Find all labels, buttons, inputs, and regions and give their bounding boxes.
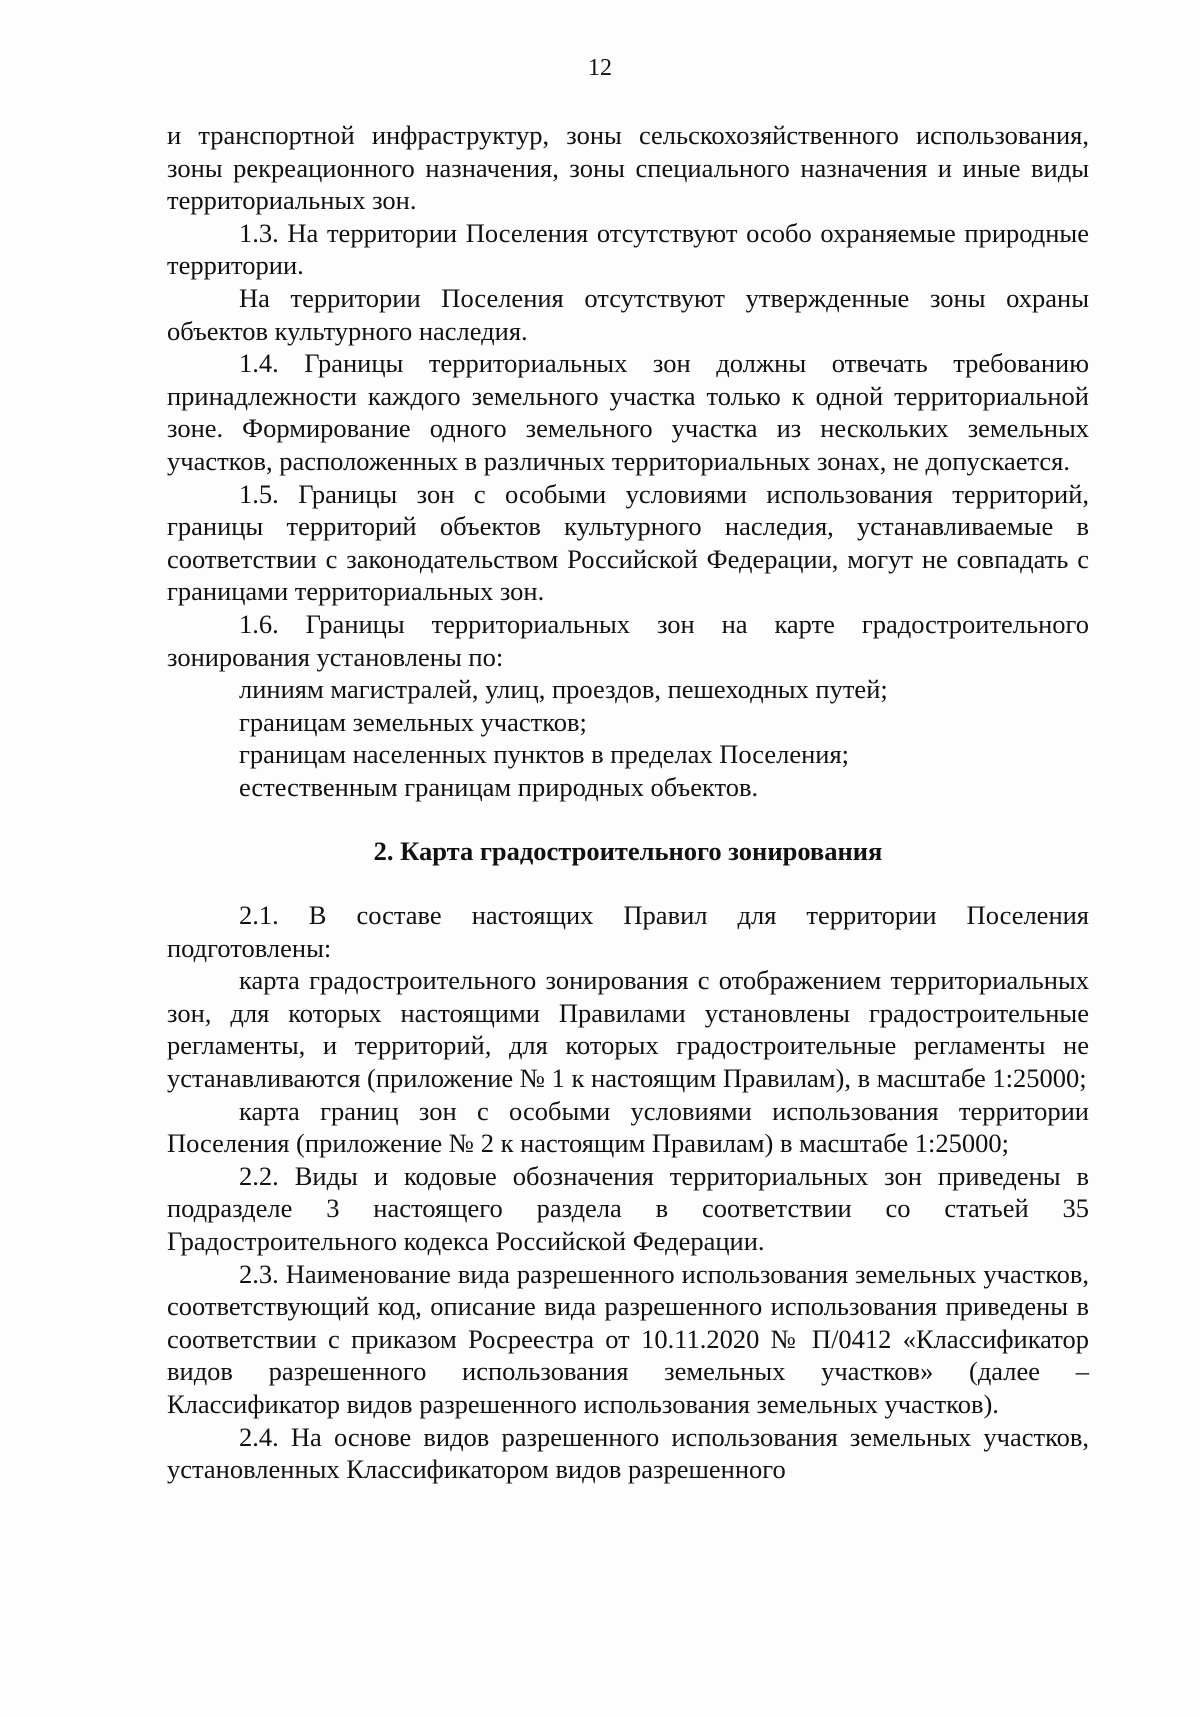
paragraph-1-5: 1.5. Границы зон с особыми условиями использования территорий, границы территорий объектов культурного наследия, устанавливаемые в соответствии с законодательством Российской Федерации, могут не совпадать с границами территориальных зон. — [167, 478, 1089, 607]
document-body — [167, 119, 1089, 1486]
paragraph-cultural-heritage: На территории Поселения отсутствуют утвержденные зоны охраны объектов культурного наследия. — [167, 282, 1089, 346]
paragraph-2-3: 2.3. Наименование вида разрешенного использования земельных участков, соответствующий код, описание вида разрешенного использования приведены в соответствии с приказом Росреестра от 10.11.2020 № П/0412 «Классификатор видов разрешенного использования земельных участков» (далее – Классификатор видов разрешенного использования земельных участков). — [167, 1258, 1089, 1419]
list-item: границам земельных участков; — [239, 706, 587, 737]
paragraph-2-1: 2.1. В составе настоящих Правил для территории Поселения подготовлены: — [167, 900, 1089, 963]
paragraph-2-2: 2.2. Виды и кодовые обозначения территориальных зон приведены в подразделе 3 настоящего раздела в соответствии со статьей 35 Градостроительного кодекса Российской Федерации. — [167, 1160, 1089, 1256]
list-item: линиям магистралей, улиц, проездов, пешеходных путей; — [239, 674, 888, 705]
paragraph-1-3: 1.3. На территории Поселения отсутствуют особо охраняемые природные территории. — [167, 217, 1089, 281]
paragraph-continuation: и транспортной инфраструктур, зоны сельскохозяйственного использования, зоны рекреационного назначения, зоны специального назначения и иные виды территориальных зон. — [167, 120, 1089, 216]
section-heading: 2. Карта градостроительного зонирования — [373, 836, 883, 867]
page-number: 12 — [588, 55, 612, 81]
paragraph-1-6: 1.6. Границы территориальных зон на карте градостроительного зонирования установлены по: — [167, 608, 1089, 672]
list-item: естественным границам природных объектов. — [239, 771, 759, 802]
paragraph-2-4: 2.4. На основе видов разрешенного использования земельных участков, установленных Классификатором видов разрешенного — [167, 1421, 1089, 1485]
paragraph-zoning-map: карта градостроительного зонирования с отображением территориальных зон, для которых настоящими Правилами установлены градостроительные регламенты, и территорий, для которых градостроительные регламенты не устанавливаются (приложение № 1 к настоящим Правилам), в масштабе 1:25000; — [167, 965, 1089, 1094]
paragraph-1-4: 1.4. Границы территориальных зон должны отвечать требованию принадлежности каждого земельного участка только к одной территориальной зоне. Формирование одного земельного участка из нескольких земельных участков, расположенных в различных территориальных зонах, не допускается. — [167, 348, 1089, 476]
list-item: границам населенных пунктов в пределах Поселения; — [239, 739, 850, 770]
paragraph-restriction-map: карта границ зон с особыми условиями использования территории Поселения (приложение № 2 к настоящим Правилам) в масштабе 1:25000; — [167, 1095, 1089, 1159]
